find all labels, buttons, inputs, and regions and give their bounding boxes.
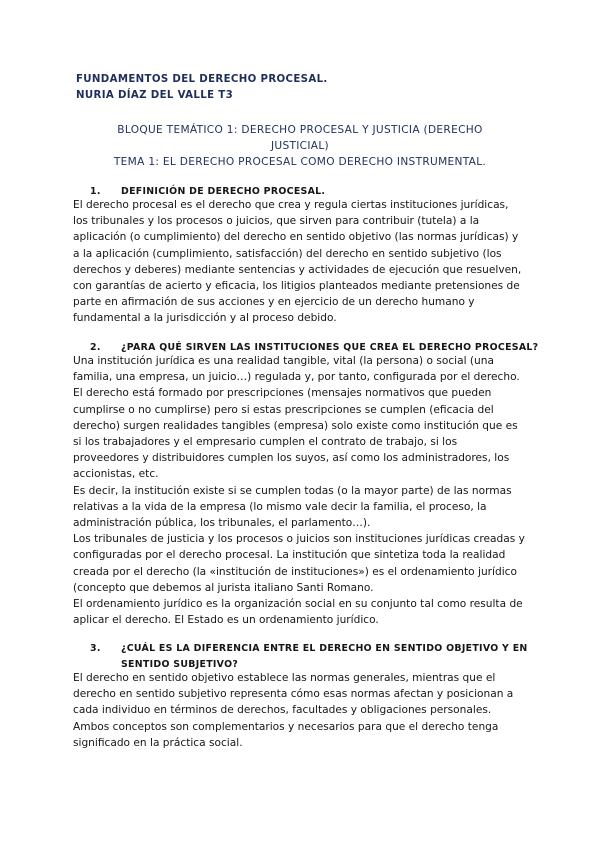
paragraph-line: si los trabajadores y el empresario cumplen el contrato de trabajo, si los [73,436,458,449]
paragraph-line: configuradas por el derecho procesal. La institución que sintetiza toda la realidad [73,549,506,562]
section-number: 3. [90,643,101,654]
course-title: FUNDAMENTOS DEL DERECHO PROCESAL. [76,74,328,85]
paragraph-line: (concepto que debemos al jurista italiano Santi Romano. [73,581,374,594]
section-body [73,353,543,628]
paragraph-line: Ambos conceptos son complementarios y necesarios para que el derecho tenga [73,720,499,733]
block-title-line-1: BLOQUE TEMÁTICO 1: DERECHO PROCESAL Y JUSTICIA (DERECHO [117,124,483,136]
paragraph-line: derechos y deberes) mediante sentencias y actividades de ejecución que resuelven, [73,263,522,276]
paragraph-line: cada individuo en términos de derechos, facultades y obligaciones personales. [73,704,492,717]
paragraph-line: significado en la práctica social. [73,736,243,749]
paragraph-line: con garantías de acierto y eficacia, los litigios planteados mediante pretensiones de [73,280,520,293]
paragraph-line: parte en afirmación de sus acciones y en ejercicio de un derecho humano y [73,296,475,309]
topic-title: TEMA 1: EL DERECHO PROCESAL COMO DERECHO INSTRUMENTAL. [113,156,487,168]
section-body [73,670,543,751]
section-heading-text: ¿PARA QUÉ SIRVEN LAS INSTITUCIONES QUE CREA EL DERECHO PROCESAL? [121,342,539,353]
section-heading [90,643,540,673]
paragraph-line: administración pública, los tribunales, el parlamento…). [73,517,371,530]
paragraph-line: El derecho está formado por prescripciones (mensajes normativos que pueden [73,387,492,400]
paragraph-line: derecho) surgen realidades tangibles (empresa) solo existe como institución que es [73,419,518,432]
paragraph-line: cumplirse o no cumplirse) pero si estas prescripciones se cumplen (eficacia del [73,403,494,416]
paragraph-line: a la aplicación (cumplimiento, satisfacción) del derecho en sentido subjetivo (los [73,247,502,260]
author-line: NURIA DÍAZ DEL VALLE T3 [76,90,234,101]
paragraph-line: aplicar el derecho. El Estado es un ordenamiento jurídico. [73,614,379,627]
paragraph-line: aplicación (o cumplimiento) del derecho en sentido objetivo (las normas jurídicas) y [73,231,519,244]
paragraph-line: los tribunales y los procesos o juicios, que sirven para contribuir (tutela) a la [73,215,480,228]
paragraph-line: El derecho procesal es el derecho que crea y regula ciertas instituciones jurídicas, [73,199,509,211]
block-title-line-2: JUSTICIAL) [270,140,329,152]
paragraph-line: familia, una empresa, un juicio…) regulada y, por tanto, configurada por el derecho. [73,371,520,384]
section-heading-text: ¿CUÁL ES LA DIFERENCIA ENTRE EL DERECHO EN SENTIDO OBJETIVO Y EN [121,643,528,654]
paragraph-line: relativas a la vida de la empresa (lo mismo vale decir la familia, el proceso, la [73,500,487,513]
section-body [73,197,543,327]
paragraph-line: El ordenamiento jurídico es la organización social en su conjunto tal como resulta de [73,598,523,611]
paragraph-line: accionistas, etc. [73,468,159,481]
section-heading-text: SENTIDO SUBJETIVO? [121,659,239,670]
paragraph-line: fundamental a la jurisdicción y al proceso debido. [73,312,337,325]
paragraph-line: Es decir, la institución existe si se cumplen todas (o la mayor parte) de las normas [73,484,512,497]
section-number: 1. [90,186,101,197]
paragraph-line: Una institución jurídica es una realidad tangible, vital (la persona) o social (una [73,355,494,367]
section-heading-text: DEFINICIÓN DE DERECHO PROCESAL. [121,186,326,197]
paragraph-line: Los tribunales de justicia y los procesos o juicios son instituciones jurídicas creadas y [73,533,525,546]
section-number: 2. [90,342,101,353]
paragraph-line: El derecho en sentido objetivo establece las normas generales, mientras que el [73,672,496,684]
paragraph-line: derecho en sentido subjetivo representa cómo esas normas afectan y posicionan a [73,688,514,701]
paragraph-line: creada por el derecho (la «institución de instituciones») es el ordenamiento jurídico [73,565,517,578]
paragraph-line: proveedores y distribuidores cumplen los suyos, así como los administradores, los [73,452,510,465]
